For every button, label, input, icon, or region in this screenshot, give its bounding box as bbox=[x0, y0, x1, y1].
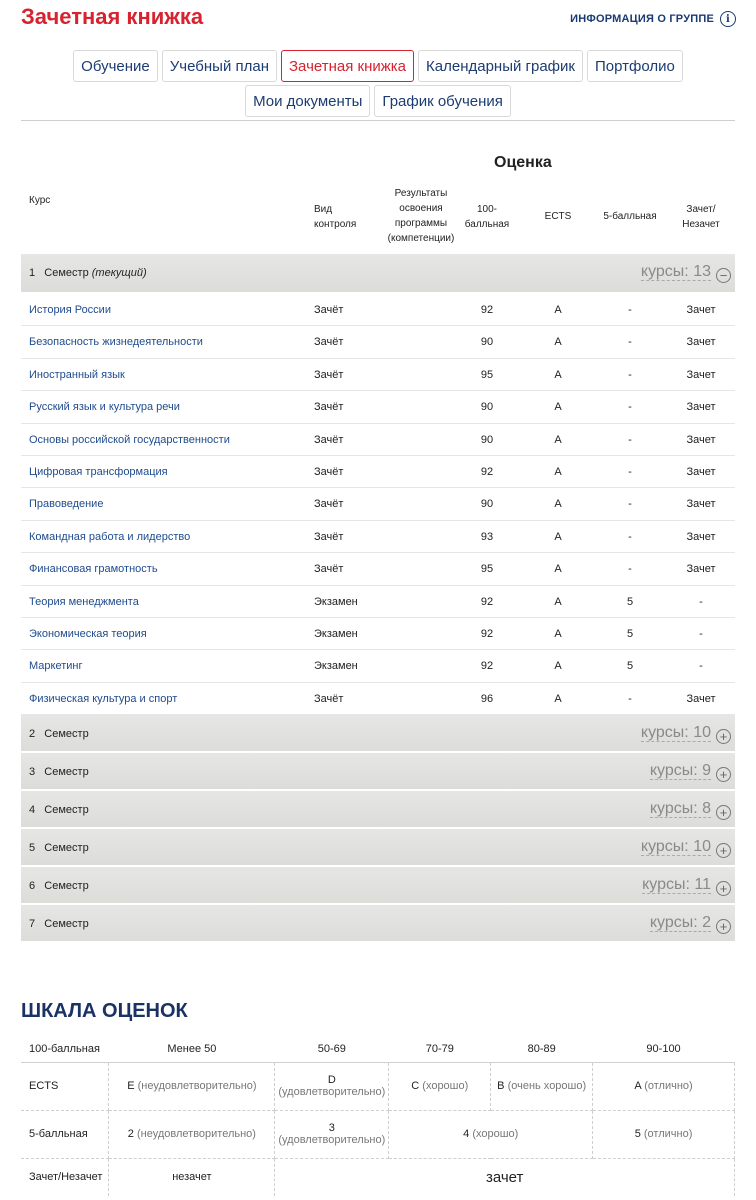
tab-obuchenie[interactable]: Обучение bbox=[73, 50, 158, 82]
semester-row-5[interactable] bbox=[21, 829, 735, 867]
course-row bbox=[21, 359, 735, 391]
grade-pass-fail: - bbox=[699, 595, 703, 608]
control-type: Зачёт bbox=[314, 401, 344, 414]
expand-icon[interactable]: + bbox=[716, 919, 731, 934]
course-row bbox=[21, 424, 735, 456]
semester-course-count[interactable]: курсы: 2 bbox=[649, 914, 711, 932]
scale-pass-row bbox=[21, 1158, 735, 1196]
grade-pass-fail: Зачет bbox=[686, 336, 716, 349]
semester-row-2[interactable] bbox=[21, 715, 735, 753]
grade-pass-fail: Зачет bbox=[686, 368, 716, 381]
course-row bbox=[21, 488, 735, 520]
header-course: Курс bbox=[29, 195, 51, 206]
semester-course-count[interactable]: курсы: 13 bbox=[640, 263, 711, 280]
scale-ects-c: C (хорошо) bbox=[389, 1062, 491, 1110]
expand-icon[interactable]: + bbox=[716, 843, 731, 858]
semester-label: 6 Семестр bbox=[29, 880, 89, 893]
grade-5: - bbox=[628, 465, 632, 478]
grade-pass-fail: Зачет bbox=[686, 498, 716, 511]
grade-100: 93 bbox=[480, 530, 494, 543]
scale-range-70-79: 70-79 bbox=[389, 1037, 491, 1062]
grade-pass-fail: Зачет bbox=[686, 433, 716, 446]
grade-ects: A bbox=[554, 660, 562, 673]
course-row bbox=[21, 586, 735, 618]
grade-5: 5 bbox=[626, 627, 634, 640]
grade-ects: A bbox=[554, 498, 562, 511]
semester-course-count[interactable]: курсы: 10 bbox=[640, 838, 711, 856]
scale-range-90-100: 90-100 bbox=[593, 1037, 735, 1062]
course-name-link[interactable]: Русский язык и культура речи bbox=[29, 401, 180, 414]
grade-100: 90 bbox=[480, 433, 494, 446]
grade-100: 90 bbox=[480, 336, 494, 349]
course-row bbox=[21, 618, 735, 650]
header-5-scale: 5-балльная bbox=[603, 211, 657, 222]
grade-5: - bbox=[628, 368, 632, 381]
course-name-link[interactable]: Основы российской государственности bbox=[29, 433, 230, 446]
grade-100: 90 bbox=[480, 401, 494, 414]
grade-ects: A bbox=[554, 530, 562, 543]
scale-5-four: 4 (хорошо) bbox=[389, 1110, 593, 1158]
expand-icon[interactable]: + bbox=[716, 767, 731, 782]
header-pass-fail: Зачет/ Незачет bbox=[682, 204, 720, 230]
grade-pass-fail: - bbox=[699, 660, 703, 673]
grade-100: 92 bbox=[480, 627, 494, 640]
group-info-link[interactable] bbox=[570, 11, 736, 27]
semester-course-count[interactable]: курсы: 8 bbox=[649, 800, 711, 818]
control-type: Зачёт bbox=[314, 563, 344, 576]
grade-scale-title: ШКАЛА ОЦЕНОК bbox=[21, 1000, 188, 1022]
grade-5: - bbox=[628, 563, 632, 576]
course-name-link[interactable]: Экономическая теория bbox=[29, 627, 147, 640]
semester-course-count[interactable]: курсы: 11 bbox=[642, 876, 711, 894]
grade-ects: A bbox=[554, 563, 562, 576]
scale-ects-e: E (неудовлетворительно) bbox=[109, 1062, 275, 1110]
course-name-link[interactable]: Безопасность жизнедеятельности bbox=[29, 336, 203, 349]
course-row bbox=[21, 456, 735, 488]
divider bbox=[21, 120, 735, 121]
grade-100: 92 bbox=[480, 304, 494, 316]
scale-range-50-69: 50-69 bbox=[275, 1037, 389, 1062]
grade-pass-fail: Зачет bbox=[686, 692, 716, 705]
tab-portfolio[interactable]: Портфолио bbox=[587, 50, 683, 82]
grade-ects: A bbox=[554, 692, 562, 705]
control-type: Зачёт bbox=[314, 368, 344, 381]
grade-100: 95 bbox=[480, 563, 494, 576]
course-row bbox=[21, 521, 735, 553]
scale-ects-d: D (удовлетворительно) bbox=[275, 1062, 389, 1110]
grade-100: 95 bbox=[480, 368, 494, 381]
grade-ects: A bbox=[554, 627, 562, 640]
course-row bbox=[21, 391, 735, 423]
scale-header-row bbox=[21, 1037, 735, 1062]
grade-5: - bbox=[628, 304, 632, 316]
semester-label: 4 Семестр bbox=[29, 804, 89, 817]
course-row bbox=[21, 683, 735, 715]
grade-ects: A bbox=[554, 368, 562, 381]
header-control: Вид контроля bbox=[314, 204, 357, 230]
grade-pass-fail: Зачет bbox=[686, 465, 716, 478]
grade-pass-fail: Зачет bbox=[686, 530, 716, 543]
control-type: Зачёт bbox=[314, 530, 344, 543]
tab-record-book[interactable]: Зачетная книжка bbox=[281, 50, 414, 82]
grade-5: - bbox=[628, 530, 632, 543]
grade-pass-fail: Зачет bbox=[686, 563, 716, 576]
grade-100: 96 bbox=[480, 692, 494, 705]
scale-5-row bbox=[21, 1110, 735, 1158]
grade-ects: A bbox=[554, 401, 562, 414]
course-name-link[interactable]: Правоведение bbox=[29, 498, 104, 511]
tab-schedule[interactable]: График обучения bbox=[374, 85, 510, 117]
semester-row-3[interactable] bbox=[21, 753, 735, 791]
control-type: Зачёт bbox=[314, 336, 344, 349]
grade-100: 92 bbox=[480, 595, 494, 608]
scale-label-pass: Зачет/Незачет bbox=[21, 1158, 109, 1196]
scale-ects-a: A (отлично) bbox=[593, 1062, 735, 1110]
semester-label: 7 Семестр bbox=[29, 918, 89, 931]
grade-ects: A bbox=[554, 433, 562, 446]
scale-label-100: 100-балльная bbox=[21, 1037, 109, 1062]
grade-ects: A bbox=[554, 304, 562, 316]
group-info-label: ИНФОРМАЦИЯ О ГРУППЕ bbox=[570, 13, 714, 25]
control-type: Зачёт bbox=[314, 433, 344, 446]
grade-100: 92 bbox=[480, 465, 494, 478]
grades-header bbox=[21, 148, 735, 254]
scale-fail: незачет bbox=[109, 1158, 275, 1196]
semester-label: 2 Семестр bbox=[29, 728, 89, 741]
semester-course-count[interactable]: курсы: 10 bbox=[640, 724, 711, 742]
scale-pass: зачет bbox=[275, 1158, 735, 1196]
semester-course-count[interactable]: курсы: 9 bbox=[649, 762, 711, 780]
scale-ects-row bbox=[21, 1062, 735, 1110]
tab-calendar[interactable]: Календарный график bbox=[418, 50, 583, 82]
collapse-icon[interactable]: − bbox=[716, 268, 731, 283]
control-type: Экзамен bbox=[314, 595, 358, 608]
scale-ects-b: B (очень хорошо) bbox=[491, 1062, 593, 1110]
course-row bbox=[21, 294, 735, 326]
course-name-link[interactable]: Финансовая грамотность bbox=[29, 563, 158, 576]
grade-5: - bbox=[628, 336, 632, 349]
semester-row-4[interactable] bbox=[21, 791, 735, 829]
semester-row-1[interactable] bbox=[21, 254, 735, 294]
header-100-scale: 100- балльная bbox=[464, 204, 510, 230]
grade-5: - bbox=[628, 433, 632, 446]
course-row bbox=[21, 650, 735, 682]
semester-label: 1 Семестр (текущий) bbox=[29, 267, 147, 279]
grade-5: 5 bbox=[626, 595, 634, 608]
course-name-link[interactable]: Маркетинг bbox=[29, 660, 83, 673]
course-row bbox=[21, 553, 735, 585]
grade-ects: A bbox=[554, 465, 562, 478]
info-icon[interactable]: i bbox=[720, 11, 736, 27]
semester-row-7[interactable] bbox=[21, 905, 735, 943]
course-name-link[interactable]: Физическая культура и спорт bbox=[29, 692, 178, 705]
course-name-link[interactable]: Теория менеджмента bbox=[29, 595, 139, 608]
grade-ects: A bbox=[554, 336, 562, 349]
control-type: Зачёт bbox=[314, 304, 344, 316]
grade-5: 5 bbox=[626, 660, 634, 673]
course-row bbox=[21, 326, 735, 358]
grade-100: 90 bbox=[480, 498, 494, 511]
grade-ects: A bbox=[554, 595, 562, 608]
control-type: Зачёт bbox=[314, 498, 344, 511]
scale-label-ects: ECTS bbox=[21, 1062, 109, 1110]
grade-100: 92 bbox=[480, 660, 494, 673]
scale-5-three: 3 (удовлетворительно) bbox=[275, 1110, 389, 1158]
tab-my-documents[interactable]: Мои документы bbox=[245, 85, 370, 117]
semester-label: 3 Семестр bbox=[29, 766, 89, 779]
scale-range-below-50: Менее 50 bbox=[109, 1037, 275, 1062]
grade-5: - bbox=[628, 498, 632, 511]
tab-study-plan[interactable]: Учебный план bbox=[162, 50, 277, 82]
expand-icon[interactable]: + bbox=[716, 729, 731, 744]
course-name-link[interactable]: Цифровая трансформация bbox=[29, 465, 168, 478]
tab-bar bbox=[21, 50, 735, 120]
grade-scale-table bbox=[21, 1037, 735, 1196]
grade-pass-fail: Зачет bbox=[686, 304, 716, 316]
scale-label-5: 5-балльная bbox=[21, 1110, 109, 1158]
grade-5: - bbox=[628, 692, 632, 705]
scale-5-two: 2 (неудовлетворительно) bbox=[109, 1110, 275, 1158]
semester-label: 5 Семестр bbox=[29, 842, 89, 855]
grade-5: - bbox=[628, 401, 632, 414]
scale-range-80-89: 80-89 bbox=[491, 1037, 593, 1062]
scale-5-five: 5 (отлично) bbox=[593, 1110, 735, 1158]
grades-table bbox=[21, 148, 735, 943]
control-type: Экзамен bbox=[314, 627, 358, 640]
control-type: Экзамен bbox=[314, 660, 358, 673]
course-name-link[interactable]: Командная работа и лидерство bbox=[29, 530, 191, 543]
header-results: Результаты освоения программы (компетенции) bbox=[387, 188, 455, 244]
header-ects: ECTS bbox=[544, 211, 572, 222]
control-type: Зачёт bbox=[314, 465, 344, 478]
expand-icon[interactable]: + bbox=[716, 805, 731, 820]
course-name-link[interactable]: Иностранный язык bbox=[29, 368, 125, 381]
grade-pass-fail: - bbox=[699, 627, 703, 640]
grade-pass-fail: Зачет bbox=[686, 401, 716, 414]
page-title: Зачетная книжка bbox=[21, 4, 204, 29]
header-ocenka: Оценка bbox=[494, 154, 552, 171]
expand-icon[interactable]: + bbox=[716, 881, 731, 896]
semester-row-6[interactable] bbox=[21, 867, 735, 905]
course-name-link[interactable]: История России bbox=[29, 304, 111, 316]
control-type: Зачёт bbox=[314, 692, 344, 705]
